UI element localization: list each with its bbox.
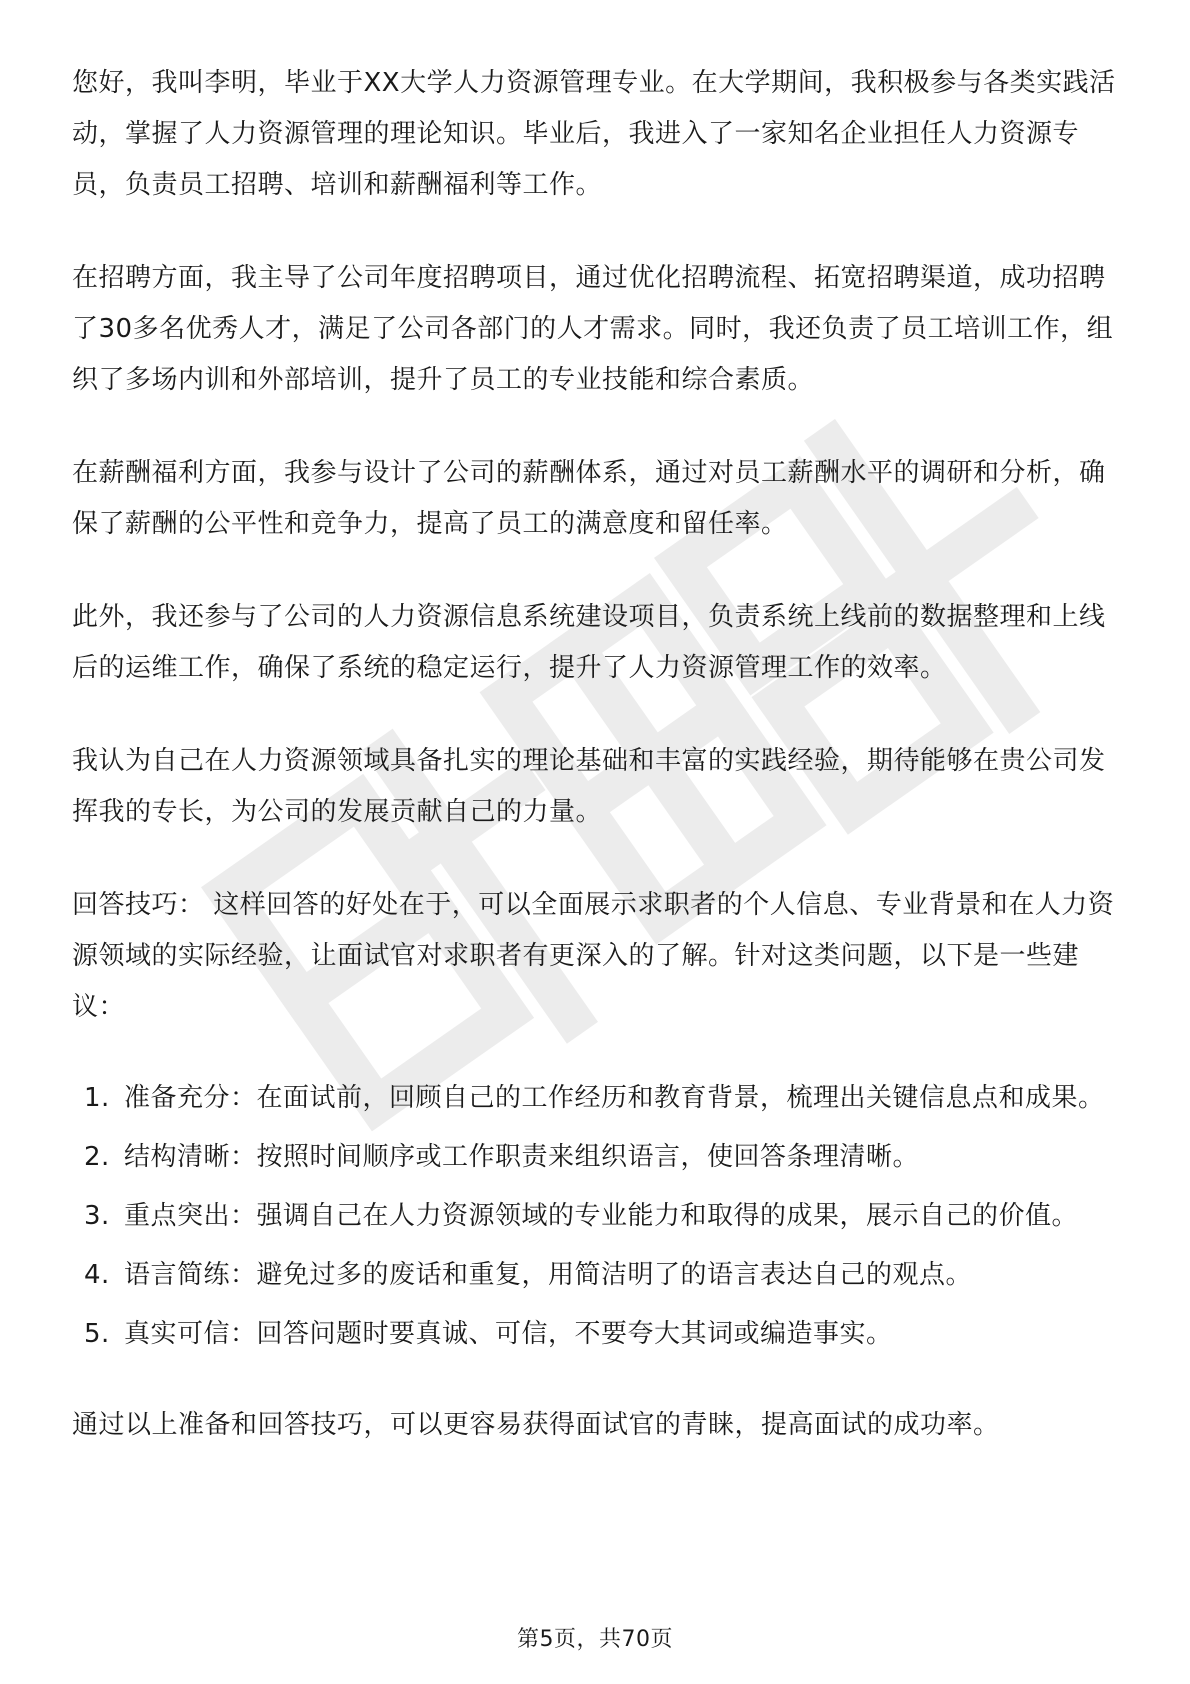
list-item-text: 语言简练：避免过多的废话和重复，用简洁明了的语言表达自己的观点。 [124, 1260, 973, 1290]
list-item-number: 5. [84, 1319, 110, 1349]
list-item-number: 1. [84, 1083, 110, 1113]
answer-tips-intro: 回答技巧： 这样回答的好处在于，可以全面展示求职者的个人信息、专业背景和在人力资源领域的实际经验，让面试官对求职者有更深入的了解。针对这类问题，以下是一些建议： [72, 890, 1115, 1022]
list-item-text: 重点突出：强调自己在人力资源领域的专业能力和取得的成果，展示自己的价值。 [124, 1201, 1079, 1231]
paragraph-intro: 您好，我叫李明，毕业于XX大学人力资源管理专业。在大学期间，我积极参与各类实践活动，掌握了人力资源管理的理论知识。毕业后，我进入了一家知名企业担任人力资源专员，负责员工招聘、培训和薪酬福利等工作。 [72, 68, 1116, 200]
list-item [72, 1250, 1122, 1301]
list-item-text: 真实可信：回答问题时要真诚、可信，不要夸大其词或编造事实。 [124, 1319, 893, 1349]
list-item [72, 1309, 1122, 1360]
list-item-number: 4. [84, 1260, 110, 1290]
list-item-number: 2. [84, 1142, 110, 1172]
list-item-text: 结构清晰：按照时间顺序或工作职责来组织语言，使回答条理清晰。 [124, 1142, 920, 1172]
list-item [72, 1073, 1122, 1124]
paragraph-conclusion: 通过以上准备和回答技巧，可以更容易获得面试官的青睐，提高面试的成功率。 [72, 1410, 1000, 1440]
paragraph-recruitment: 在招聘方面，我主导了公司年度招聘项目，通过优化招聘流程、拓宽招聘渠道，成功招聘了30多名优秀人才，满足了公司各部门的人才需求。同时，我还负责了员工培训工作，组织了多场内训和外部培训，提升了员工的专业技能和综合素质。 [72, 263, 1114, 395]
list-item-text: 准备充分：在面试前，回顾自己的工作经历和教育背景，梳理出关键信息点和成果。 [124, 1083, 1105, 1113]
paragraph-compensation: 在薪酬福利方面，我参与设计了公司的薪酬体系，通过对员工薪酬水平的调研和分析，确保了薪酬的公平性和竞争力，提高了员工的满意度和留任率。 [72, 458, 1106, 539]
document-body [72, 58, 1122, 1493]
tips-list [72, 1073, 1122, 1360]
list-item [72, 1132, 1122, 1183]
list-item [72, 1191, 1122, 1242]
list-item-number: 3. [84, 1201, 110, 1231]
paragraph-hris: 此外，我还参与了公司的人力资源信息系统建设项目，负责系统上线前的数据整理和上线后的运维工作，确保了系统的稳定运行，提升了人力资源管理工作的效率。 [72, 602, 1106, 683]
page-number-footer: 第5页，共70页 [517, 1627, 673, 1652]
paragraph-summary: 我认为自己在人力资源领域具备扎实的理论基础和丰富的实践经验，期待能够在贵公司发挥我的专长，为公司的发展贡献自己的力量。 [72, 746, 1106, 827]
